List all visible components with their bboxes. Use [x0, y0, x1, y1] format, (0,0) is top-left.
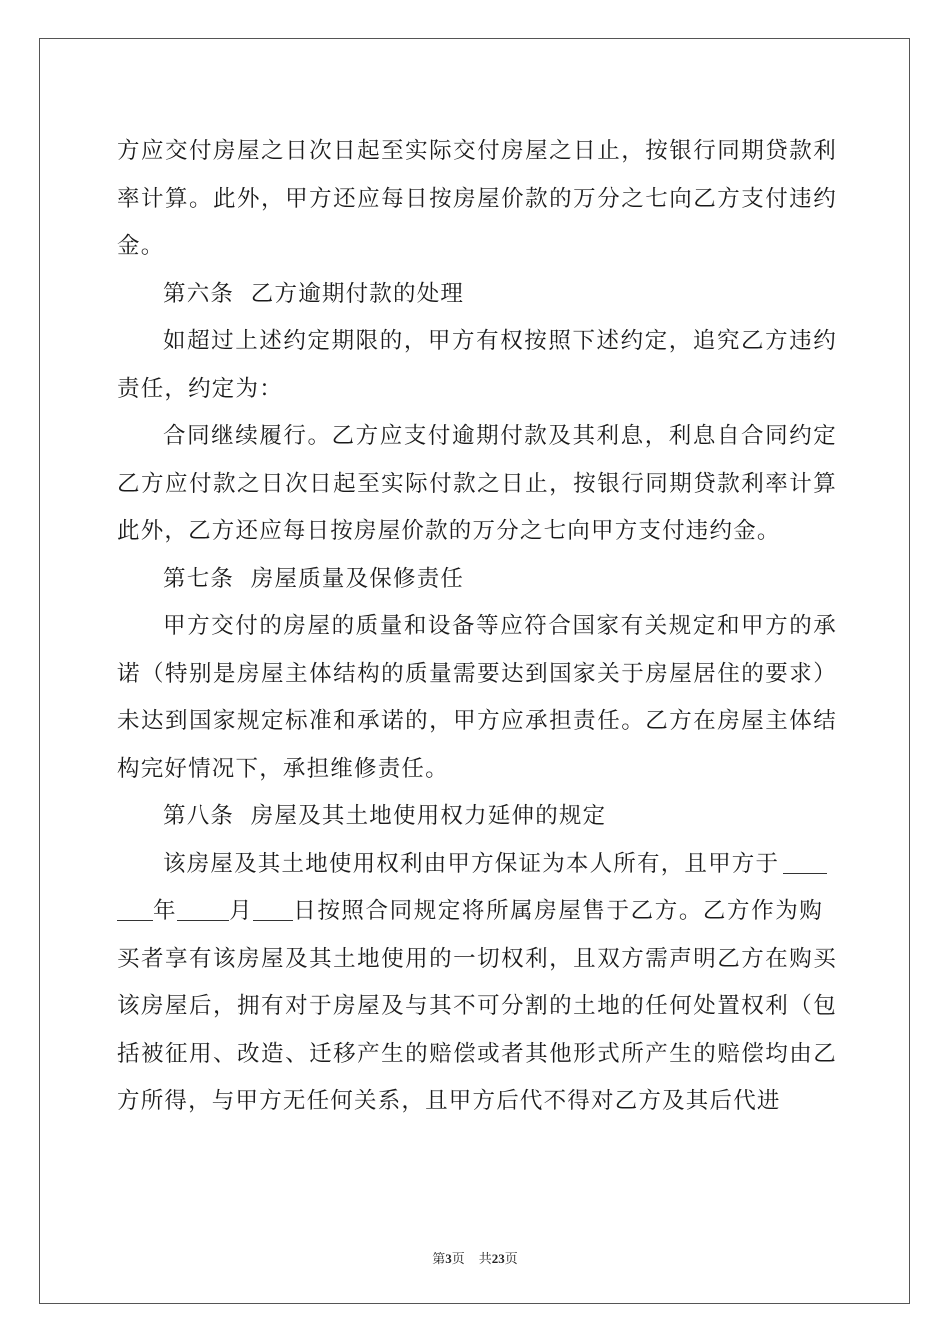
year-label: 年	[153, 898, 178, 924]
page-number: 3	[445, 1251, 452, 1266]
text-line: 方应交付房屋之日次日起至实际交付房屋之日止，按银行同期贷款利	[117, 138, 837, 164]
document-body	[117, 128, 837, 1126]
page-suffix: 页	[451, 1252, 465, 1267]
text-line: 括被征用、改造、迁移产生的赔偿或者其他形式所产生的赔偿均由乙	[117, 1040, 837, 1067]
text-line: 该房屋后，拥有对于房屋及与其不可分割的土地的任何处置权利（包	[117, 993, 837, 1019]
total-pages: 23	[491, 1251, 505, 1266]
text-line: 未达到国家规定标准和承诺的，甲方应承担责任。乙方在房屋主体结	[117, 708, 837, 734]
section-heading: 第七条 房屋质量及保修责任	[163, 565, 465, 592]
text-line: 此外，乙方还应每日按房屋价款的万分之七向甲方支付违约金。	[117, 518, 781, 544]
text-line: 率计算。此外，甲方还应每日按房屋价款的万分之七向乙方支付违约	[117, 185, 837, 212]
text-line: 甲方交付的房屋的质量和设备等应符合国家有关规定和甲方的承	[163, 613, 837, 639]
page-footer	[0, 1248, 950, 1267]
page-prefix: 第	[432, 1252, 446, 1267]
total-prefix: 共	[478, 1252, 492, 1267]
text-line: 责任，约定为：	[117, 375, 283, 402]
text-segment: 日按照合同规定将所属房屋售于乙方。乙方作为购	[293, 898, 824, 924]
total-suffix: 页	[504, 1252, 518, 1267]
text-line: 买者享有该房屋及其土地使用的一切权利，且双方需声明乙方在购买	[117, 945, 837, 972]
text-line: 合同继续履行。乙方应支付逾期付款及其利息，利息自合同约定	[163, 423, 837, 449]
text-line: 方所得，与甲方无任何关系，且甲方后代不得对乙方及其后代进	[117, 1088, 781, 1114]
section-heading: 第八条 房屋及其土地使用权力延伸的规定	[163, 803, 607, 829]
month-label: 月	[229, 898, 254, 924]
section-heading: 第六条 乙方逾期付款的处理	[163, 280, 465, 307]
date-blank-month	[177, 898, 229, 922]
text-line: 诺（特别是房屋主体结构的质量需要达到国家关于房屋居住的要求）	[117, 660, 837, 687]
text-line: 乙方应付款之日次日起至实际付款之日止，按银行同期贷款利率计算	[117, 470, 837, 497]
text-line: 如超过上述约定期限的，甲方有权按照下述约定，追究乙方违约	[163, 328, 837, 354]
text-line: 金。	[117, 233, 165, 259]
text-line	[117, 888, 837, 936]
date-blank-day	[253, 898, 293, 922]
date-blank-year-part1	[783, 850, 827, 874]
text-line: 构完好情况下，承担维修责任。	[117, 755, 449, 782]
text-segment: 该房屋及其土地使用权利由甲方保证为本人所有，且甲方于	[163, 850, 780, 877]
text-line	[117, 841, 837, 889]
date-blank-year-part2	[117, 898, 153, 922]
